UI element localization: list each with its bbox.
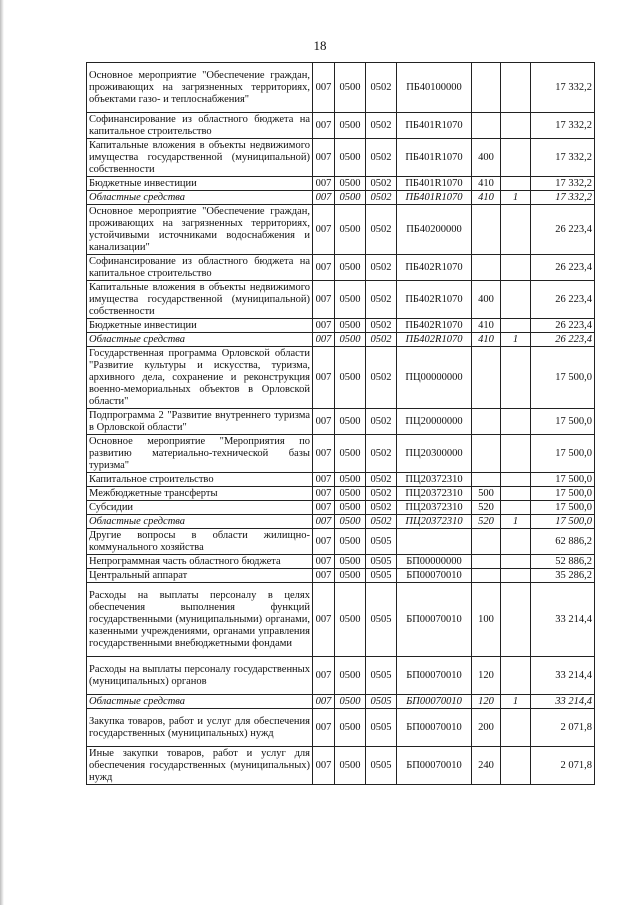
row-section-code: 0500 — [335, 333, 366, 347]
row-subsection-code: 0502 — [366, 333, 397, 347]
row-gr-code: 007 — [313, 709, 335, 747]
row-subsection-code: 0505 — [366, 709, 397, 747]
row-gr-code: 007 — [313, 473, 335, 487]
budget-table-body — [87, 63, 595, 785]
row-name: Государственная программа Орловской области "Развитие культуры и искусства, туризма, архивного дела, сохранение и реконструкция военно-мемориальных объектов в Орловской области" — [87, 347, 313, 409]
row-amount: 33 214,4 — [531, 657, 595, 695]
row-amount: 26 223,4 — [531, 281, 595, 319]
row-subsection-code: 0502 — [366, 487, 397, 501]
row-section-code: 0500 — [335, 319, 366, 333]
row-subsection-code: 0502 — [366, 319, 397, 333]
row-section-code: 0500 — [335, 695, 366, 709]
row-target-code: БП00070010 — [397, 709, 472, 747]
row-expense-type: 520 — [472, 501, 501, 515]
row-expense-type: 410 — [472, 177, 501, 191]
row-target-code: ПБ40200000 — [397, 205, 472, 255]
row-subsection-code: 0502 — [366, 255, 397, 281]
row-subsection-code: 0502 — [366, 281, 397, 319]
row-gr-code: 007 — [313, 555, 335, 569]
row-subsection-code: 0505 — [366, 747, 397, 785]
row-amount: 26 223,4 — [531, 333, 595, 347]
row-subsection-code: 0505 — [366, 569, 397, 583]
row-name: Другие вопросы в области жилищно-коммунального хозяйства — [87, 529, 313, 555]
table-row — [87, 191, 595, 205]
row-subsection-code: 0502 — [366, 63, 397, 113]
row-name: Областные средства — [87, 695, 313, 709]
row-gr-code: 007 — [313, 695, 335, 709]
row-name: Основное мероприятие "Мероприятия по развитию материально-технической базы туризма" — [87, 435, 313, 473]
table-row — [87, 255, 595, 281]
row-name: Капитальное строительство — [87, 473, 313, 487]
row-target-code: ПЦ20372310 — [397, 473, 472, 487]
row-gr-code: 007 — [313, 177, 335, 191]
row-gr-code: 007 — [313, 347, 335, 409]
row-gr-code: 007 — [313, 319, 335, 333]
table-row — [87, 347, 595, 409]
row-target-code: ПЦ20300000 — [397, 435, 472, 473]
row-amount: 17 332,2 — [531, 139, 595, 177]
row-gr-code: 007 — [313, 657, 335, 695]
row-target-code: ПЦ20372310 — [397, 501, 472, 515]
row-amount: 17 332,2 — [531, 191, 595, 205]
row-section-code: 0500 — [335, 347, 366, 409]
table-row — [87, 205, 595, 255]
row-section-code: 0500 — [335, 529, 366, 555]
row-expense-type: 410 — [472, 333, 501, 347]
row-gr-code: 007 — [313, 205, 335, 255]
row-expense-type: 400 — [472, 139, 501, 177]
row-funding-source — [501, 205, 531, 255]
row-amount: 26 223,4 — [531, 205, 595, 255]
row-funding-source — [501, 747, 531, 785]
row-funding-source — [501, 529, 531, 555]
row-gr-code: 007 — [313, 333, 335, 347]
row-target-code: ПБ402R1070 — [397, 281, 472, 319]
page-number: 18 — [313, 38, 327, 53]
row-name: Бюджетные инвестиции — [87, 177, 313, 191]
row-amount: 17 500,0 — [531, 435, 595, 473]
row-target-code: ПБ401R1070 — [397, 191, 472, 205]
table-row — [87, 695, 595, 709]
row-name: Областные средства — [87, 333, 313, 347]
row-name: Центральный аппарат — [87, 569, 313, 583]
row-target-code: ПБ40100000 — [397, 63, 472, 113]
row-subsection-code: 0505 — [366, 657, 397, 695]
table-row — [87, 529, 595, 555]
row-section-code: 0500 — [335, 63, 366, 113]
row-section-code: 0500 — [335, 255, 366, 281]
row-amount: 33 214,4 — [531, 583, 595, 657]
row-amount: 26 223,4 — [531, 319, 595, 333]
row-expense-type: 400 — [472, 281, 501, 319]
row-subsection-code: 0505 — [366, 695, 397, 709]
row-name: Областные средства — [87, 191, 313, 205]
table-row — [87, 177, 595, 191]
row-expense-type: 520 — [472, 515, 501, 529]
row-gr-code: 007 — [313, 63, 335, 113]
row-funding-source: 1 — [501, 191, 531, 205]
row-gr-code: 007 — [313, 409, 335, 435]
row-name: Областные средства — [87, 515, 313, 529]
row-name: Непрограммная часть областного бюджета — [87, 555, 313, 569]
row-amount: 62 886,2 — [531, 529, 595, 555]
row-funding-source — [501, 139, 531, 177]
table-row — [87, 555, 595, 569]
row-amount: 35 286,2 — [531, 569, 595, 583]
row-expense-type — [472, 113, 501, 139]
row-section-code: 0500 — [335, 569, 366, 583]
row-gr-code: 007 — [313, 515, 335, 529]
row-target-code — [397, 529, 472, 555]
row-funding-source — [501, 409, 531, 435]
row-target-code: ПЦ20000000 — [397, 409, 472, 435]
row-amount: 17 500,0 — [531, 501, 595, 515]
table-row — [87, 435, 595, 473]
row-expense-type — [472, 409, 501, 435]
row-expense-type: 500 — [472, 487, 501, 501]
row-gr-code: 007 — [313, 501, 335, 515]
table-row — [87, 569, 595, 583]
row-section-code: 0500 — [335, 501, 366, 515]
row-expense-type: 410 — [472, 319, 501, 333]
row-expense-type: 120 — [472, 657, 501, 695]
row-expense-type: 100 — [472, 583, 501, 657]
row-subsection-code: 0505 — [366, 555, 397, 569]
row-gr-code: 007 — [313, 569, 335, 583]
row-section-code: 0500 — [335, 709, 366, 747]
row-target-code: ПЦ20372310 — [397, 487, 472, 501]
row-target-code: ПБ401R1070 — [397, 139, 472, 177]
row-section-code: 0500 — [335, 555, 366, 569]
table-row — [87, 709, 595, 747]
row-section-code: 0500 — [335, 205, 366, 255]
row-expense-type — [472, 205, 501, 255]
row-funding-source — [501, 501, 531, 515]
row-section-code: 0500 — [335, 139, 366, 177]
row-funding-source — [501, 555, 531, 569]
row-name: Основное мероприятие "Обеспечение граждан, проживающих на загрязненных территориях, объектами газо- и теплоснабжения" — [87, 63, 313, 113]
row-funding-source — [501, 113, 531, 139]
row-amount: 17 332,2 — [531, 113, 595, 139]
row-gr-code: 007 — [313, 435, 335, 473]
row-section-code: 0500 — [335, 473, 366, 487]
row-name: Софинансирование из областного бюджета на капитальное строительство — [87, 255, 313, 281]
row-section-code: 0500 — [335, 435, 366, 473]
row-subsection-code: 0502 — [366, 409, 397, 435]
row-amount: 17 500,0 — [531, 515, 595, 529]
row-target-code: ПЦ00000000 — [397, 347, 472, 409]
row-funding-source — [501, 347, 531, 409]
row-section-code: 0500 — [335, 747, 366, 785]
table-row — [87, 487, 595, 501]
row-name: Основное мероприятие "Обеспечение граждан, проживающих на загрязненных территориях, устойчивыми источниками водоснабжения и канализации" — [87, 205, 313, 255]
table-row — [87, 139, 595, 177]
row-target-code: ПБ402R1070 — [397, 333, 472, 347]
row-amount: 17 500,0 — [531, 409, 595, 435]
row-target-code: БП00000000 — [397, 555, 472, 569]
row-subsection-code: 0502 — [366, 191, 397, 205]
row-name: Расходы на выплаты персоналу в целях обеспечения выполнения функций государственными (муниципальными) органами, казенными учреждениями, органами управления государственными внебюджетными фондами — [87, 583, 313, 657]
row-gr-code: 007 — [313, 281, 335, 319]
row-funding-source: 1 — [501, 515, 531, 529]
table-row — [87, 657, 595, 695]
row-name: Иные закупки товаров, работ и услуг для обеспечения государственных (муниципальных) нужд — [87, 747, 313, 785]
row-funding-source — [501, 473, 531, 487]
row-subsection-code: 0505 — [366, 583, 397, 657]
row-target-code: ПБ401R1070 — [397, 113, 472, 139]
row-subsection-code: 0502 — [366, 501, 397, 515]
row-amount: 17 332,2 — [531, 177, 595, 191]
row-funding-source: 1 — [501, 695, 531, 709]
row-section-code: 0500 — [335, 409, 366, 435]
row-amount: 2 071,8 — [531, 747, 595, 785]
table-row — [87, 319, 595, 333]
row-target-code: БП00070010 — [397, 569, 472, 583]
table-row — [87, 501, 595, 515]
row-funding-source — [501, 487, 531, 501]
row-section-code: 0500 — [335, 191, 366, 205]
row-name: Подпрограмма 2 "Развитие внутреннего туризма в Орловской области" — [87, 409, 313, 435]
row-gr-code: 007 — [313, 113, 335, 139]
table-row — [87, 473, 595, 487]
row-expense-type: 240 — [472, 747, 501, 785]
row-subsection-code: 0502 — [366, 347, 397, 409]
row-expense-type — [472, 473, 501, 487]
row-amount: 33 214,4 — [531, 695, 595, 709]
row-section-code: 0500 — [335, 177, 366, 191]
page-left-edge — [0, 0, 4, 905]
row-funding-source — [501, 569, 531, 583]
row-subsection-code: 0502 — [366, 435, 397, 473]
row-section-code: 0500 — [335, 515, 366, 529]
row-expense-type — [472, 63, 501, 113]
row-section-code: 0500 — [335, 583, 366, 657]
row-funding-source — [501, 63, 531, 113]
row-subsection-code: 0502 — [366, 139, 397, 177]
budget-table — [86, 62, 595, 785]
row-name: Расходы на выплаты персоналу государственных (муниципальных) органов — [87, 657, 313, 695]
row-amount: 26 223,4 — [531, 255, 595, 281]
row-funding-source — [501, 255, 531, 281]
row-target-code: ПЦ20372310 — [397, 515, 472, 529]
table-row — [87, 583, 595, 657]
row-funding-source — [501, 657, 531, 695]
row-subsection-code: 0502 — [366, 205, 397, 255]
table-row — [87, 515, 595, 529]
row-expense-type — [472, 255, 501, 281]
row-funding-source — [501, 435, 531, 473]
row-target-code: БП00070010 — [397, 657, 472, 695]
row-amount: 17 500,0 — [531, 473, 595, 487]
row-expense-type — [472, 555, 501, 569]
row-funding-source — [501, 281, 531, 319]
row-amount: 17 500,0 — [531, 487, 595, 501]
row-target-code: БП00070010 — [397, 695, 472, 709]
row-section-code: 0500 — [335, 487, 366, 501]
row-expense-type — [472, 435, 501, 473]
row-target-code: БП00070010 — [397, 747, 472, 785]
row-section-code: 0500 — [335, 281, 366, 319]
row-funding-source — [501, 319, 531, 333]
row-name: Закупка товаров, работ и услуг для обеспечения государственных (муниципальных) нужд — [87, 709, 313, 747]
row-target-code: ПБ402R1070 — [397, 319, 472, 333]
table-row — [87, 333, 595, 347]
row-gr-code: 007 — [313, 255, 335, 281]
row-gr-code: 007 — [313, 139, 335, 177]
row-gr-code: 007 — [313, 583, 335, 657]
table-row — [87, 63, 595, 113]
row-funding-source — [501, 709, 531, 747]
row-subsection-code: 0502 — [366, 473, 397, 487]
row-amount: 2 071,8 — [531, 709, 595, 747]
row-funding-source — [501, 583, 531, 657]
row-funding-source — [501, 177, 531, 191]
row-expense-type — [472, 347, 501, 409]
row-name: Софинансирование из областного бюджета на капитальное строительство — [87, 113, 313, 139]
row-name: Межбюджетные трансферты — [87, 487, 313, 501]
row-subsection-code: 0502 — [366, 177, 397, 191]
table-row — [87, 113, 595, 139]
table-row — [87, 747, 595, 785]
row-amount: 17 500,0 — [531, 347, 595, 409]
row-target-code: ПБ402R1070 — [397, 255, 472, 281]
row-name: Бюджетные инвестиции — [87, 319, 313, 333]
row-funding-source: 1 — [501, 333, 531, 347]
row-name: Субсидии — [87, 501, 313, 515]
row-expense-type: 410 — [472, 191, 501, 205]
row-section-code: 0500 — [335, 113, 366, 139]
row-target-code: БП00070010 — [397, 583, 472, 657]
row-amount: 17 332,2 — [531, 63, 595, 113]
row-subsection-code: 0502 — [366, 515, 397, 529]
row-subsection-code: 0502 — [366, 113, 397, 139]
row-target-code: ПБ401R1070 — [397, 177, 472, 191]
table-row — [87, 409, 595, 435]
row-expense-type: 200 — [472, 709, 501, 747]
row-expense-type: 120 — [472, 695, 501, 709]
row-expense-type — [472, 529, 501, 555]
row-expense-type — [472, 569, 501, 583]
row-gr-code: 007 — [313, 487, 335, 501]
row-name: Капитальные вложения в объекты недвижимого имущества государственной (муниципальной) собственности — [87, 139, 313, 177]
row-gr-code: 007 — [313, 529, 335, 555]
row-subsection-code: 0505 — [366, 529, 397, 555]
row-gr-code: 007 — [313, 191, 335, 205]
row-amount: 52 886,2 — [531, 555, 595, 569]
table-row — [87, 281, 595, 319]
row-gr-code: 007 — [313, 747, 335, 785]
row-name: Капитальные вложения в объекты недвижимого имущества государственной (муниципальной) собственности — [87, 281, 313, 319]
row-section-code: 0500 — [335, 657, 366, 695]
